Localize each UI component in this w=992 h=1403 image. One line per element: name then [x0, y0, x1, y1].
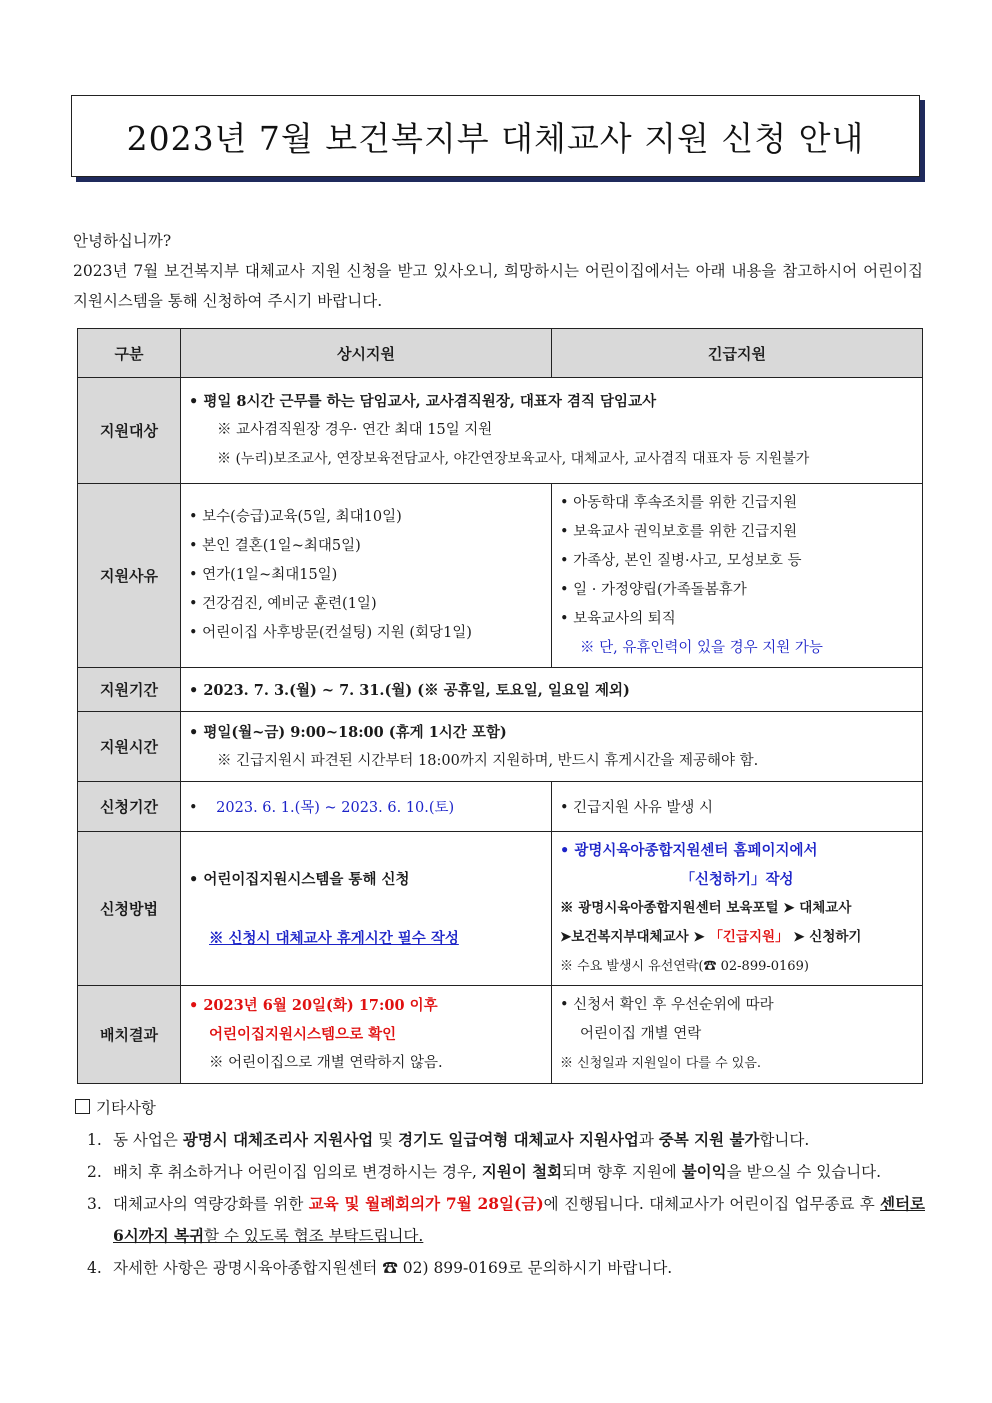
reason-urgent-item: • 가족상, 본인 질병·사고, 모성보호 등 — [560, 552, 802, 569]
method-regular-main: • 어린이집지원시스템을 통해 신청 — [189, 870, 410, 888]
method-urgent-line3: ※ 광명시육아종합지원센터 보육포털 ➤ 대체교사 — [560, 900, 852, 916]
etc-text: 동 사업은 — [113, 1131, 183, 1149]
intro-body: 2023년 7월 보건복지부 대체교사 지원 신청을 받고 있사오니, 희망하시는 어린이집에서는 아래 내용을 참고하시어 어린이집지원시스템을 통해 신청하여 주시기 바랍니다. — [73, 262, 923, 310]
row-target — [78, 378, 923, 484]
etc-text: 에 진행됩니다. 대체교사가 어린이집 업무종료 후 — [543, 1195, 881, 1213]
title-box — [71, 95, 920, 177]
reason-regular-item: • 어린이집 사후방문(컨설팅) 지원 (회당1일) — [189, 625, 472, 641]
support-table — [77, 328, 923, 1084]
etc-item-2 — [75, 1156, 925, 1188]
checkbox-icon — [75, 1099, 90, 1114]
reason-urgent-item: • 보육교사 권익보호를 위한 긴급지원 — [560, 523, 798, 540]
etc-bold-text: 지원이 철회 — [481, 1162, 563, 1181]
result-regular-cell — [181, 986, 552, 1084]
reason-regular-item: • 건강검진, 예비군 훈련(1일) — [189, 596, 377, 612]
method-urgent-cell — [552, 832, 923, 986]
time-cell — [181, 712, 923, 782]
row-label-reason: 지원사유 — [78, 484, 181, 668]
etc-text: 자세한 사항은 광명시육아종합지원센터 ☎ 02) 899-0169로 문의하시기 바랍니다. — [113, 1259, 673, 1277]
greeting: 안녕하십니까? — [73, 232, 172, 250]
method-urgent-line2: 「신청하기」작성 — [680, 871, 794, 888]
row-label-period: 지원기간 — [78, 668, 181, 712]
row-method — [78, 832, 923, 986]
etc-red-text: 교육 및 월례회의가 7월 28일(금) — [308, 1194, 544, 1213]
apply-period-regular: 2023. 6. 1.(목) ~ 2023. 6. 10.(토) — [216, 800, 455, 816]
etc-bold-text: 경기도 일급여형 대체교사 지원사업 — [398, 1130, 639, 1149]
result-urgent-line2: 어린이집 개별 연락 — [580, 1026, 702, 1042]
row-label-target: 지원대상 — [78, 378, 181, 484]
etc-text: 할 수 있도록 협조 부탁드립니다. — [204, 1227, 424, 1245]
time-main: • 평일(월~금) 9:00~18:00 (휴게 1시간 포함) — [189, 723, 507, 741]
method-regular-note: ※ 신청시 대체교사 휴게시간 필수 작성 — [209, 929, 459, 947]
etc-heading-label: 기타사항 — [96, 1099, 156, 1117]
method-urgent-line4-b: 「긴급지원」 — [709, 929, 789, 945]
header-urgent: 긴급지원 — [552, 329, 923, 378]
row-result — [78, 986, 923, 1084]
method-urgent-line4-c: ➤ 신청하기 — [788, 929, 862, 945]
etc-item-number: 1. — [87, 1131, 102, 1149]
row-reason — [78, 484, 923, 668]
result-regular-line1: • 2023년 6월 20일(화) 17:00 이후 — [189, 997, 438, 1014]
row-apply-period — [78, 782, 923, 832]
apply-period-regular-cell — [181, 782, 552, 832]
result-regular-note: ※ 어린이집으로 개별 연락하지 않음. — [209, 1055, 443, 1071]
reason-regular-cell — [181, 484, 552, 668]
row-label-time: 지원시간 — [78, 712, 181, 782]
page-title: 2023년 7월 보건복지부 대체교사 지원 신청 안내 — [126, 118, 865, 158]
reason-regular-item: • 연가(1일~최대15일) — [189, 567, 338, 583]
etc-bold-text: 불이익 — [681, 1162, 727, 1181]
time-note: ※ 긴급지원시 파견된 시간부터 18:00까지 지원하며, 반드시 휴게시간을 제공해야 함. — [217, 752, 759, 769]
target-cell — [181, 378, 923, 484]
etc-bold-text: 센터로 6시까지 복귀 — [113, 1194, 926, 1245]
result-urgent-line1: • 신청서 확인 후 우선순위에 따라 — [560, 997, 774, 1013]
reason-urgent-cell — [552, 484, 923, 668]
result-regular-line2: 어린이집지원시스템으로 확인 — [209, 1026, 397, 1043]
result-urgent-cell — [552, 986, 923, 1084]
row-label-method: 신청방법 — [78, 832, 181, 986]
header-category: 구분 — [78, 329, 181, 378]
etc-item-number: 4. — [87, 1259, 102, 1277]
etc-section — [75, 1094, 925, 1284]
reason-regular-item: • 보수(승급)교육(5일, 최대10일) — [189, 509, 402, 525]
etc-item-number: 3. — [87, 1195, 102, 1213]
etc-list — [75, 1124, 925, 1284]
etc-item-1 — [75, 1124, 925, 1156]
reason-urgent-item: • 아동학대 후속조치를 위한 긴급지원 — [560, 494, 798, 511]
apply-period-urgent: • 긴급지원 사유 발생 시 — [552, 782, 923, 832]
method-urgent-line1: • 광명시육아종합지원센터 홈페이지에서 — [560, 842, 818, 859]
etc-bold-text: 중복 지원 불가 — [658, 1130, 760, 1149]
etc-text: 합니다. — [759, 1131, 810, 1149]
period-value: • 2023. 7. 3.(월) ~ 7. 31.(월) (※ 공휴일, 토요일, 일요일 제외) — [181, 668, 923, 712]
method-urgent-line4-a: ➤보건복지부대체교사 ➤ — [560, 929, 710, 945]
row-period — [78, 668, 923, 712]
target-main: • 평일 8시간 근무를 하는 담임교사, 교사겸직원장, 대표자 겸직 담임교사 — [189, 393, 657, 410]
table-header-row — [78, 329, 923, 378]
method-urgent-line5: ※ 수요 발생시 유선연락(☎ 02-899-0169) — [560, 959, 809, 974]
method-urgent-line4 — [560, 923, 914, 952]
header-regular: 상시지원 — [181, 329, 552, 378]
result-urgent-note: ※ 신청일과 지원일이 다를 수 있음. — [560, 1056, 762, 1071]
etc-item-3 — [75, 1188, 925, 1252]
reason-urgent-note: ※ 단, 유휴인력이 있을 경우 지원 가능 — [580, 639, 823, 656]
row-label-apply-period: 신청기간 — [78, 782, 181, 832]
etc-text: 과 — [638, 1131, 659, 1149]
reason-urgent-item: • 보육교사의 퇴직 — [560, 610, 676, 627]
etc-item-4 — [75, 1252, 925, 1284]
etc-text: 배치 후 취소하거나 어린이집 임의로 변경하시는 경우, — [113, 1163, 482, 1181]
etc-bold-text: 광명시 대체조리사 지원사업 — [182, 1130, 374, 1149]
target-note-1: ※ 교사겸직원장 경우· 연간 최대 15일 지원 — [217, 422, 493, 438]
row-label-result: 배치결과 — [78, 986, 181, 1084]
etc-text: 되며 향후 지원에 — [562, 1163, 682, 1181]
reason-regular-item: • 본인 결혼(1일~최대5일) — [189, 538, 361, 554]
intro — [73, 226, 923, 316]
etc-text: 대체교사의 역량강화를 위한 — [113, 1195, 309, 1213]
etc-heading — [75, 1094, 925, 1122]
etc-item-number: 2. — [87, 1163, 102, 1181]
etc-text: 및 — [373, 1131, 399, 1149]
method-regular-cell — [181, 832, 552, 986]
target-note-2: ※ (누리)보조교사, 연장보육전담교사, 야간연장보육교사, 대체교사, 교사겸직 대표자 등 지원불가 — [217, 451, 810, 467]
row-time — [78, 712, 923, 782]
reason-urgent-item: • 일 · 가정양립(가족돌봄휴가 — [560, 581, 747, 598]
etc-text: 을 받으실 수 있습니다. — [726, 1163, 882, 1181]
apply-period-bullet: • — [189, 800, 198, 816]
